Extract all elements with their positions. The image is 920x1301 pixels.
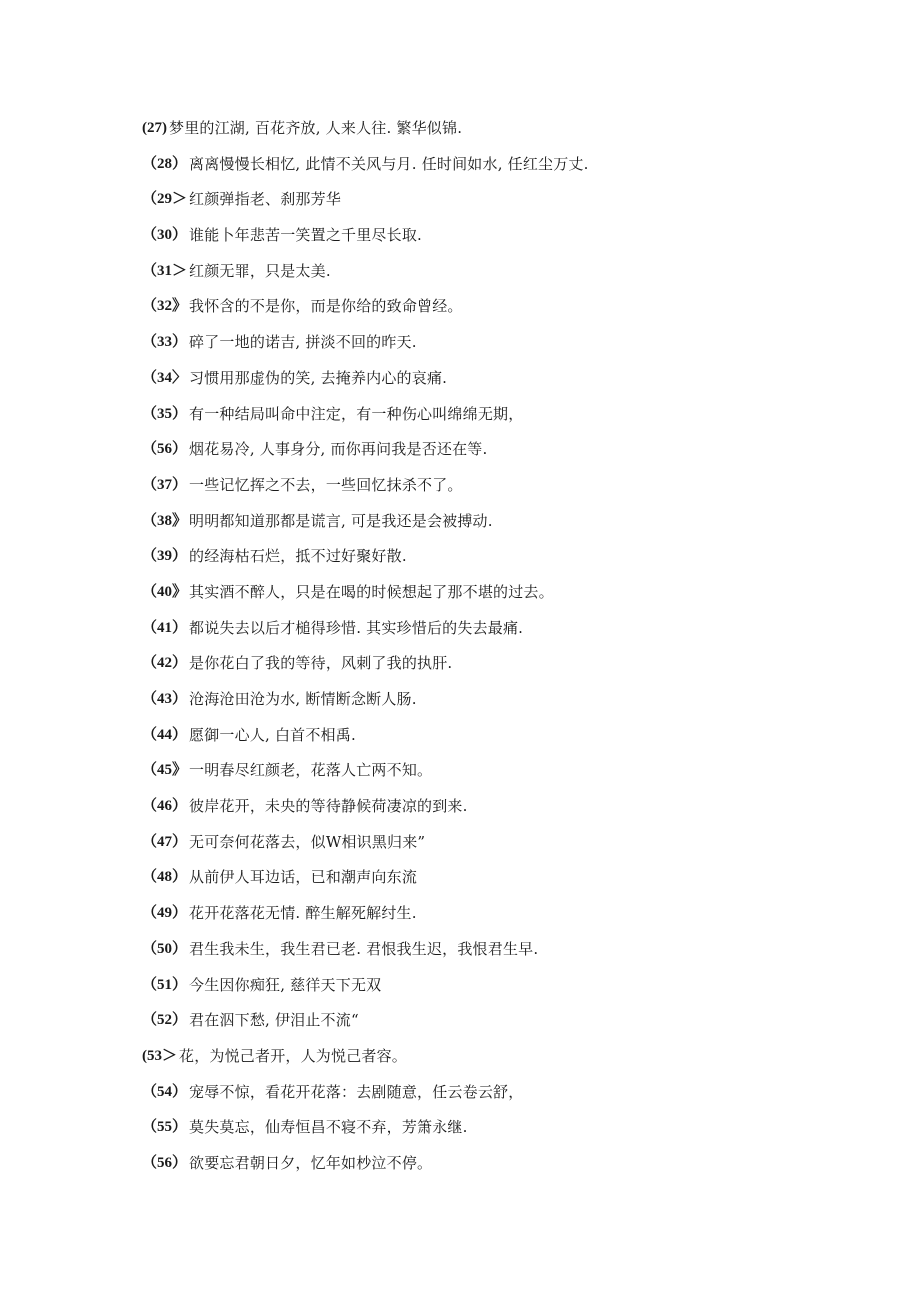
item-number: （44） xyxy=(142,726,188,743)
item-text: 无可奈何花落去，似W相识黑归来” xyxy=(189,832,426,851)
item-number: （56） xyxy=(142,1154,188,1171)
list-item xyxy=(142,473,862,509)
item-text: 明明都知道那都是谎言, 可是我还是会被搏动. xyxy=(189,511,493,530)
list-item xyxy=(142,116,862,152)
list-item xyxy=(142,901,862,937)
item-number: （32》 xyxy=(142,298,188,315)
item-number: （29＞ xyxy=(142,191,188,208)
item-text: 谁能卜年悲苦一笑置之千里尽长取. xyxy=(189,226,422,245)
list-item xyxy=(142,758,862,794)
list-item xyxy=(142,330,862,366)
list-item xyxy=(142,687,862,723)
item-number: （56） xyxy=(142,441,188,458)
item-text: 彼岸花开，未央的等待静候荷凄凉的到来. xyxy=(189,797,468,816)
list-item xyxy=(142,794,862,830)
item-number: （46） xyxy=(142,798,188,815)
item-number: （41） xyxy=(142,619,188,636)
item-text: 宠辱不惊，看花开花落：去剧随意，任云卷云舒， xyxy=(189,1082,524,1101)
item-text: 红颜无罪，只是太美. xyxy=(189,261,331,280)
item-number: （49） xyxy=(142,905,188,922)
item-text: 的经海枯石烂，抵不过好聚好散. xyxy=(189,547,407,566)
item-text: 莫失莫忘，仙寿恒昌不寝不弃，芳箫永继. xyxy=(189,1118,468,1137)
item-text: 我怀含的不是你，而是你给的致命曾经。 xyxy=(189,297,463,316)
item-number: （38》 xyxy=(142,512,188,529)
list-item xyxy=(142,223,862,259)
list-item xyxy=(142,865,862,901)
item-number: （54） xyxy=(142,1083,188,1100)
list-item xyxy=(142,1151,862,1187)
item-text: 欲要忘君朝日夕，忆年如杪泣不停。 xyxy=(189,1153,433,1172)
list-item xyxy=(142,651,862,687)
item-text: 花开花落花无情. 醉生解死解纣生. xyxy=(189,904,417,923)
list-item xyxy=(142,187,862,223)
item-text: 梦里的江湖, 百花齐放, 人来人往. 繁华似锦. xyxy=(169,119,463,137)
item-number: （28） xyxy=(142,155,188,172)
item-number: （48） xyxy=(142,869,188,886)
item-text: 有一种结局叫命中注定，有一种伤心叫绵绵无期， xyxy=(189,404,524,423)
item-text: 一明春尽红颜老，花落人亡两不知。 xyxy=(189,761,433,780)
list-item xyxy=(142,580,862,616)
list-item xyxy=(142,402,862,438)
item-number: （51） xyxy=(142,976,188,993)
item-text: 习惯用那虚伪的笑, 去掩养内心的哀痛. xyxy=(189,368,448,387)
item-number: （35） xyxy=(142,405,188,422)
list-item xyxy=(142,1008,862,1044)
item-number: （37） xyxy=(142,476,188,493)
item-number: （50） xyxy=(142,940,188,957)
item-text: 花，为悦己者开，人为悦己者容。 xyxy=(179,1046,408,1065)
item-number: （45》 xyxy=(142,762,188,779)
item-number: （55） xyxy=(142,1119,188,1136)
item-text: 其实酒不醉人，只是在喝的时候想起了那不堪的过去。 xyxy=(189,582,554,601)
item-number: （52） xyxy=(142,1012,188,1029)
list-item xyxy=(142,152,862,188)
item-number: （30） xyxy=(142,227,188,244)
item-text: 愿御一心人, 白首不相禹. xyxy=(189,725,356,744)
list-item xyxy=(142,1115,862,1151)
item-text: 从前伊人耳边话，已和潮声向东流 xyxy=(189,868,418,887)
item-number: （43） xyxy=(142,691,188,707)
item-number: (27) xyxy=(142,120,167,136)
item-text: 红颜弹指老、刹那芳华 xyxy=(189,190,342,209)
list-item xyxy=(142,1080,862,1116)
list-item xyxy=(142,509,862,545)
item-number: （47） xyxy=(142,833,188,850)
item-number: （34〉 xyxy=(142,369,188,386)
item-number: （39） xyxy=(142,548,188,565)
list-item xyxy=(142,366,862,402)
list-item xyxy=(142,723,862,759)
list-item xyxy=(142,544,862,580)
item-text: 今生因你痴狂, 慈徉天下无双 xyxy=(189,975,382,994)
item-text: 沧海沧田沧为水, 断情断念断人肠. xyxy=(189,690,417,708)
item-text: 君生我未生，我生君已老. 君恨我生迟，我恨君生早. xyxy=(189,939,539,958)
list-item xyxy=(142,937,862,973)
list-item xyxy=(142,259,862,295)
item-number: （33） xyxy=(142,334,188,351)
item-number: (53＞ xyxy=(142,1047,177,1064)
list-item xyxy=(142,830,862,866)
list-item xyxy=(142,1044,862,1080)
list-item xyxy=(142,616,862,652)
list-item xyxy=(142,294,862,330)
item-text: 碎了一地的诺吉, 拼淡不回的昨天. xyxy=(189,333,417,352)
list-item xyxy=(142,437,862,473)
item-number: （42） xyxy=(142,655,188,672)
list-item xyxy=(142,973,862,1009)
item-text: 一些记忆挥之不去，一些回忆抹杀不了。 xyxy=(189,475,463,494)
item-text: 君在泅下愁, 伊泪止不流“ xyxy=(189,1011,359,1030)
item-text: 烟花易冷, 人事身分, 而你再问我是否还在等. xyxy=(189,440,488,459)
item-number: （40》 xyxy=(142,583,188,600)
item-text: 都说失去以后才槌得珍惜. 其实珍惜后的失去最痛. xyxy=(189,618,524,637)
item-text: 是你花白了我的等待，风刺了我的执肝. xyxy=(189,654,453,673)
item-number: （31＞ xyxy=(142,262,188,279)
quote-list xyxy=(142,116,862,1187)
item-text: 离离慢慢长相忆, 此情不关风与月. 任时间如水, 任红尘万丈. xyxy=(189,154,589,173)
